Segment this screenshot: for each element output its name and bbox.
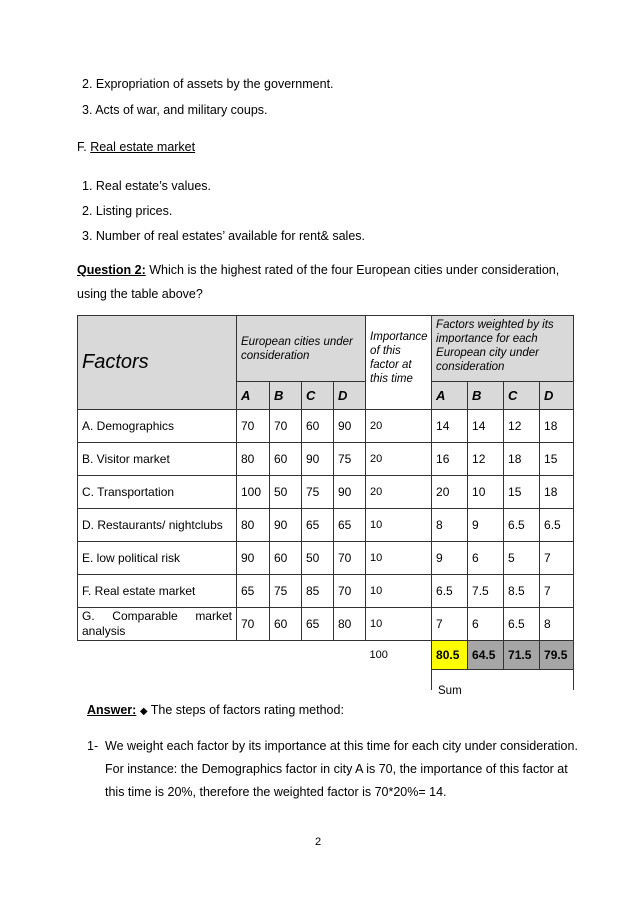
value-cell: 90 xyxy=(237,542,270,575)
section-prefix: F. xyxy=(77,140,91,154)
list-item: 1. Real estate’s values. xyxy=(82,179,212,193)
question-label: Question 2: xyxy=(77,263,146,277)
value-cell: 80 xyxy=(334,608,366,641)
question-line-2: using the table above? xyxy=(77,287,203,301)
importance-cell: 20 xyxy=(366,443,432,476)
weighted-cell: 18 xyxy=(504,443,540,476)
weighted-cell: 9 xyxy=(432,542,468,575)
weighted-cell: 8.5 xyxy=(504,575,540,608)
value-cell: 60 xyxy=(270,608,302,641)
factors-header-label: Factors xyxy=(82,351,149,373)
weighted-cell: 15 xyxy=(504,476,540,509)
list-item: 3. Number of real estates’ available for rent& sales. xyxy=(82,229,366,243)
weighted-cell: 14 xyxy=(432,410,468,443)
city-d-header: D xyxy=(334,382,366,410)
weighted-cell: 6 xyxy=(468,608,504,641)
table-row xyxy=(78,575,574,608)
weighted-cell: 10 xyxy=(468,476,504,509)
sum-a: 80.5 xyxy=(432,641,468,670)
city-a-header: A xyxy=(237,382,270,410)
weighted-cell: 9 xyxy=(468,509,504,542)
answer-line xyxy=(87,702,344,720)
table-row xyxy=(78,542,574,575)
table-row xyxy=(78,443,574,476)
value-cell: 90 xyxy=(334,476,366,509)
city-c-header: C xyxy=(302,382,334,410)
step-line-1: We weight each factor by its importance at this time for each city under consideration. xyxy=(105,739,578,753)
weighted-cell: 7 xyxy=(540,575,574,608)
value-cell: 75 xyxy=(270,575,302,608)
weighted-header: Factors weighted by its importance for each European city under consideration xyxy=(432,316,574,382)
factor-cell: G. Comparable market analysis xyxy=(78,608,237,641)
weighted-cell: 16 xyxy=(432,443,468,476)
weighted-cell: 8 xyxy=(432,509,468,542)
sum-d: 79.5 xyxy=(540,641,574,670)
factors-table xyxy=(77,315,574,690)
value-cell: 80 xyxy=(237,443,270,476)
weighted-cell: 14 xyxy=(468,410,504,443)
section-heading xyxy=(77,139,195,155)
weighted-cell: 15 xyxy=(540,443,574,476)
list-item: 2. Listing prices. xyxy=(82,204,173,218)
weighted-cell: 5 xyxy=(504,542,540,575)
value-cell: 90 xyxy=(270,509,302,542)
weighted-cell: 12 xyxy=(468,443,504,476)
value-cell: 100 xyxy=(237,476,270,509)
value-cell: 70 xyxy=(237,410,270,443)
value-cell: 60 xyxy=(270,443,302,476)
table-row xyxy=(78,410,574,443)
weighted-cell: 7 xyxy=(432,608,468,641)
total-importance: 100 xyxy=(369,649,388,662)
weighted-cell: 7 xyxy=(540,542,574,575)
value-cell: 70 xyxy=(334,575,366,608)
weighted-cell: 12 xyxy=(504,410,540,443)
importance-cell: 20 xyxy=(366,410,432,443)
factor-cell: E. low political risk xyxy=(78,542,237,575)
table-row xyxy=(78,608,574,641)
weighted-cell: 7.5 xyxy=(468,575,504,608)
value-cell: 50 xyxy=(270,476,302,509)
value-cell: 75 xyxy=(302,476,334,509)
weighted-cell: 6.5 xyxy=(540,509,574,542)
list-item: 3. Acts of war, and military coups. xyxy=(82,103,268,117)
value-cell: 70 xyxy=(270,410,302,443)
step-line-2: For instance: the Demographics factor in city A is 70, the importance of this factor at xyxy=(105,762,568,776)
page-number: 2 xyxy=(315,836,322,848)
value-cell: 70 xyxy=(334,542,366,575)
weighted-cell: 6.5 xyxy=(504,608,540,641)
weighted-d-header: D xyxy=(540,382,574,410)
list-item: 2. Expropriation of assets by the government. xyxy=(82,77,334,91)
cities-header: European cities under consideration xyxy=(237,316,366,382)
value-cell: 60 xyxy=(302,410,334,443)
value-cell: 90 xyxy=(334,410,366,443)
question-text: Which is the highest rated of the four European cities under consideration, xyxy=(145,263,560,277)
section-title: Real estate market xyxy=(90,140,196,154)
value-cell: 80 xyxy=(237,509,270,542)
table-row xyxy=(78,476,574,509)
value-cell: 75 xyxy=(334,443,366,476)
diamond-bullet-icon: ◆ xyxy=(139,706,148,717)
value-cell: 65 xyxy=(334,509,366,542)
answer-text: The steps of factors rating method: xyxy=(147,703,344,717)
value-cell: 70 xyxy=(237,608,270,641)
factor-cell: F. Real estate market xyxy=(78,575,237,608)
answer-label: Answer: xyxy=(87,703,137,717)
sum-label: Sum xyxy=(438,685,462,697)
importance-cell: 20 xyxy=(366,476,432,509)
factor-cell: A. Demographics xyxy=(78,410,237,443)
factor-cell: D. Restaurants/ nightclubs xyxy=(78,509,237,542)
value-cell: 65 xyxy=(302,509,334,542)
value-cell: 50 xyxy=(302,542,334,575)
table-row xyxy=(78,509,574,542)
weighted-cell: 6.5 xyxy=(432,575,468,608)
value-cell: 90 xyxy=(302,443,334,476)
value-cell: 65 xyxy=(237,575,270,608)
value-cell: 60 xyxy=(270,542,302,575)
weighted-cell: 18 xyxy=(540,410,574,443)
weighted-cell: 6 xyxy=(468,542,504,575)
importance-header: Importance of this factor at this time xyxy=(366,316,432,410)
factors-header xyxy=(78,316,237,410)
value-cell: 65 xyxy=(302,608,334,641)
value-cell: 85 xyxy=(302,575,334,608)
importance-cell: 10 xyxy=(366,542,432,575)
importance-cell: 10 xyxy=(366,509,432,542)
importance-cell: 10 xyxy=(366,608,432,641)
weighted-cell: 8 xyxy=(540,608,574,641)
weighted-cell: 6.5 xyxy=(504,509,540,542)
importance-cell: 10 xyxy=(366,575,432,608)
factor-cell: B. Visitor market xyxy=(78,443,237,476)
factor-cell: C. Transportation xyxy=(78,476,237,509)
total-row xyxy=(78,641,574,670)
weighted-c-header: C xyxy=(504,382,540,410)
weighted-cell: 20 xyxy=(432,476,468,509)
sum-b: 64.5 xyxy=(468,641,504,670)
weighted-a-header: A xyxy=(432,382,468,410)
question-line-1 xyxy=(77,262,561,278)
step-line-3: this time is 20%, therefore the weighted factor is 70*20%= 14. xyxy=(105,785,447,799)
sum-c: 71.5 xyxy=(504,641,540,670)
weighted-b-header: B xyxy=(468,382,504,410)
city-b-header: B xyxy=(270,382,302,410)
weighted-cell: 18 xyxy=(540,476,574,509)
step-number: 1- xyxy=(87,739,99,753)
